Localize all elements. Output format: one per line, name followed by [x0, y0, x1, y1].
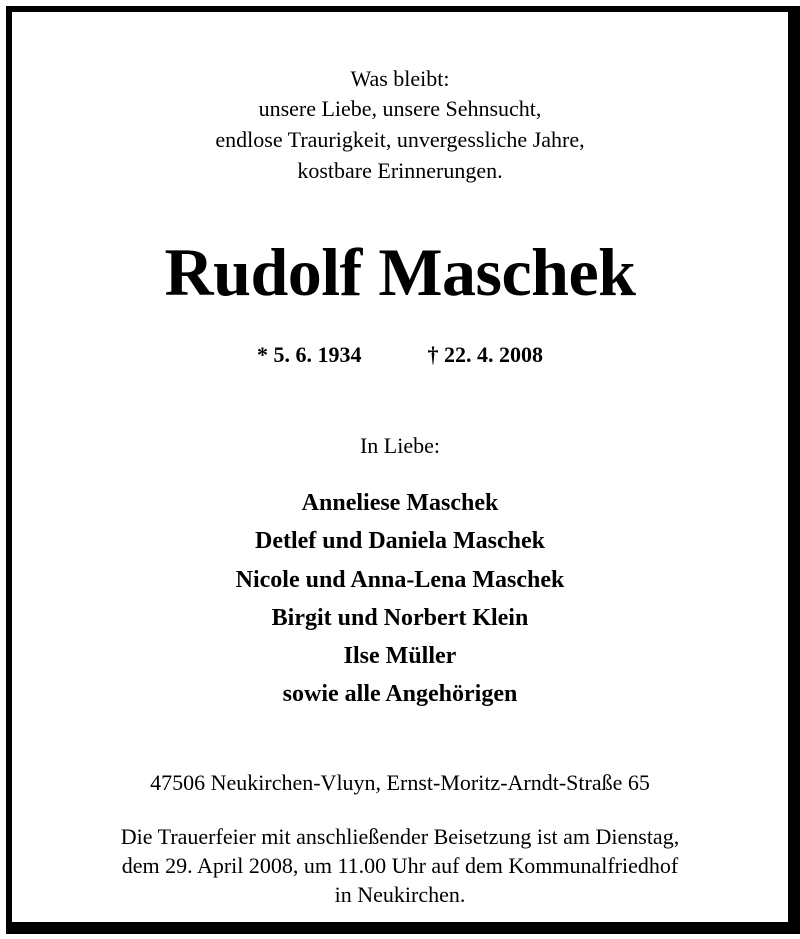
notice-line: Die Trauerfeier mit anschließender Beisetzung ist am Dienstag, — [120, 824, 680, 849]
mourner: Anneliese Maschek — [301, 490, 499, 516]
regards-label: In Liebe: — [359, 433, 441, 458]
deceased-name: Rudolf Maschek — [164, 234, 636, 310]
address: 47506 Neukirchen-Vluyn, Ernst-Moritz-Arndt-Straße 65 — [150, 770, 650, 795]
verse-line: unsere Liebe, unsere Sehnsucht, — [258, 96, 542, 121]
mourner: Birgit und Norbert Klein — [271, 605, 529, 631]
notice-line: in Neukirchen. — [334, 882, 466, 907]
notice-line: dem 29. April 2008, um 11.00 Uhr auf dem Kommunalfriedhof — [121, 853, 679, 878]
obituary-notice — [6, 6, 800, 934]
birth-date: * 5. 6. 1934 — [257, 342, 362, 367]
death-date: † 22. 4. 2008 — [427, 342, 543, 367]
mourner: sowie alle Angehörigen — [282, 681, 518, 707]
mourner: Nicole und Anna-Lena Maschek — [235, 567, 565, 593]
mourner: Detlef und Daniela Maschek — [255, 528, 545, 554]
mourner: Ilse Müller — [343, 643, 457, 669]
verse-line: endlose Traurigkeit, unvergessliche Jahre, — [215, 127, 585, 152]
verse-line: Was bleibt: — [350, 66, 450, 91]
verse-line: kostbare Erinnerungen. — [297, 158, 503, 183]
life-dates — [12, 342, 788, 368]
